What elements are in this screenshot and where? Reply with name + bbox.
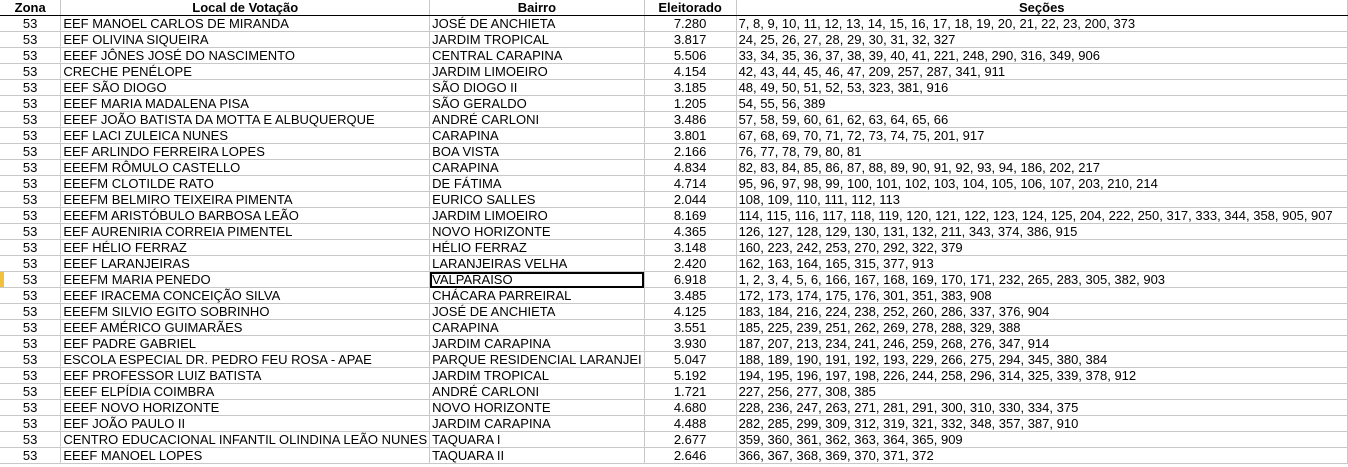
cell-zona[interactable]: 53 bbox=[0, 176, 61, 192]
cell-zona[interactable]: 53 bbox=[0, 16, 61, 32]
cell-local[interactable]: EEEF JÔNES JOSÉ DO NASCIMENTO bbox=[61, 48, 430, 64]
cell-bairro[interactable]: CARAPINA bbox=[430, 160, 645, 176]
table-row bbox=[0, 336, 1348, 352]
cell-secoes[interactable]: 187, 207, 213, 234, 241, 246, 259, 268, 276, 347, 914 bbox=[736, 336, 1347, 352]
cell-local[interactable]: ESCOLA ESPECIAL DR. PEDRO FEU ROSA - APAE bbox=[61, 352, 430, 368]
cell-bairro[interactable]: SÃO GERALDO bbox=[430, 96, 645, 112]
cell-local[interactable]: EEF PADRE GABRIEL bbox=[61, 336, 430, 352]
cell-secoes[interactable]: 228, 236, 247, 263, 271, 281, 291, 300, 310, 330, 334, 375 bbox=[736, 400, 1347, 416]
cell-local[interactable]: EEF HÉLIO FERRAZ bbox=[61, 240, 430, 256]
table-row bbox=[0, 176, 1348, 192]
cell-secoes[interactable]: 126, 127, 128, 129, 130, 131, 132, 211, 343, 374, 386, 915 bbox=[736, 224, 1347, 240]
cell-local[interactable]: EEEFM ARISTÓBULO BARBOSA LEÃO bbox=[61, 208, 430, 224]
cell-zona[interactable]: 53 bbox=[0, 368, 61, 384]
cell-zona[interactable]: 53 bbox=[0, 320, 61, 336]
cell-bairro[interactable]: JARDIM LIMOEIRO bbox=[430, 64, 645, 80]
cell-zona[interactable]: 53 bbox=[0, 416, 61, 432]
cell-local[interactable]: EEF MANOEL CARLOS DE MIRANDA bbox=[61, 16, 430, 32]
cell-bairro[interactable]: ANDRÉ CARLONI bbox=[430, 112, 645, 128]
cell-secoes[interactable]: 57, 58, 59, 60, 61, 62, 63, 64, 65, 66 bbox=[736, 112, 1347, 128]
cell-eleitorado[interactable]: 1.205 bbox=[644, 96, 736, 112]
cell-local[interactable]: EEEFM RÔMULO CASTELLO bbox=[61, 160, 430, 176]
cell-eleitorado[interactable]: 7.280 bbox=[644, 16, 736, 32]
cell-zona[interactable]: 53 bbox=[0, 96, 61, 112]
header-eleitorado[interactable]: Eleitorado bbox=[644, 0, 736, 16]
table-row bbox=[0, 144, 1348, 160]
cell-bairro[interactable]: JARDIM CARAPINA bbox=[430, 416, 645, 432]
table-row bbox=[0, 448, 1348, 464]
cell-bairro[interactable]: BOA VISTA bbox=[430, 144, 645, 160]
cell-local[interactable]: EEF OLIVINA SIQUEIRA bbox=[61, 32, 430, 48]
table-row bbox=[0, 240, 1348, 256]
cell-bairro[interactable]: CARAPINA bbox=[430, 128, 645, 144]
cell-bairro[interactable]: JOSÉ DE ANCHIETA bbox=[430, 16, 645, 32]
cell-zona[interactable]: 53 bbox=[0, 336, 61, 352]
table-row bbox=[0, 160, 1348, 176]
table-row bbox=[0, 32, 1348, 48]
cell-eleitorado[interactable]: 5.506 bbox=[644, 48, 736, 64]
cell-zona[interactable]: 53 bbox=[0, 224, 61, 240]
cell-local[interactable]: EEF SÃO DIOGO bbox=[61, 80, 430, 96]
grid-body bbox=[0, 16, 1348, 464]
cell-local[interactable]: EEEF MARIA MADALENA PISA bbox=[61, 96, 430, 112]
cell-bairro[interactable]: VALPARAISO bbox=[430, 272, 645, 288]
cell-eleitorado[interactable]: 8.169 bbox=[644, 208, 736, 224]
cell-bairro[interactable]: CENTRAL CARAPINA bbox=[430, 48, 645, 64]
cell-secoes[interactable]: 183, 184, 216, 224, 238, 252, 260, 286, 337, 376, 904 bbox=[736, 304, 1347, 320]
cell-eleitorado[interactable]: 3.148 bbox=[644, 240, 736, 256]
cell-bairro[interactable]: NOVO HORIZONTE bbox=[430, 400, 645, 416]
cell-bairro[interactable]: DE FÁTIMA bbox=[430, 176, 645, 192]
cell-bairro[interactable]: PARQUE RESIDENCIAL LARANJEI bbox=[430, 352, 645, 368]
cell-secoes[interactable]: 108, 109, 110, 111, 112, 113 bbox=[736, 192, 1347, 208]
cell-local[interactable]: EEEFM MARIA PENEDO bbox=[61, 272, 430, 288]
cell-eleitorado[interactable]: 2.420 bbox=[644, 256, 736, 272]
table-row bbox=[0, 80, 1348, 96]
cell-local[interactable]: EEEF JOÃO BATISTA DA MOTTA E ALBUQUERQUE bbox=[61, 112, 430, 128]
cell-secoes[interactable]: 227, 256, 277, 308, 385 bbox=[736, 384, 1347, 400]
cell-bairro[interactable]: TAQUARA I bbox=[430, 432, 645, 448]
cell-secoes[interactable]: 114, 115, 116, 117, 118, 119, 120, 121, 122, 123, 124, 125, 204, 222, 250, 317, 333, 344, 358, 905, 907 bbox=[736, 208, 1347, 224]
cell-eleitorado[interactable]: 6.918 bbox=[644, 272, 736, 288]
header-zona[interactable]: Zona bbox=[0, 0, 61, 16]
cell-eleitorado[interactable]: 4.834 bbox=[644, 160, 736, 176]
table-row bbox=[0, 256, 1348, 272]
header-row bbox=[0, 0, 1348, 16]
cell-zona[interactable]: 53 bbox=[0, 128, 61, 144]
cell-secoes[interactable]: 7, 8, 9, 10, 11, 12, 13, 14, 15, 16, 17, 18, 19, 20, 21, 22, 23, 200, 373 bbox=[736, 16, 1347, 32]
cell-eleitorado[interactable]: 3.185 bbox=[644, 80, 736, 96]
cell-zona[interactable]: 53 bbox=[0, 256, 61, 272]
cell-eleitorado[interactable]: 1.721 bbox=[644, 384, 736, 400]
cell-eleitorado[interactable]: 3.930 bbox=[644, 336, 736, 352]
cell-secoes[interactable]: 194, 195, 196, 197, 198, 226, 244, 258, 296, 314, 325, 339, 378, 912 bbox=[736, 368, 1347, 384]
cell-secoes[interactable]: 48, 49, 50, 51, 52, 53, 323, 381, 916 bbox=[736, 80, 1347, 96]
cell-zona[interactable]: 53 bbox=[0, 160, 61, 176]
cell-eleitorado[interactable]: 2.166 bbox=[644, 144, 736, 160]
cell-bairro[interactable]: JARDIM LIMOEIRO bbox=[430, 208, 645, 224]
cell-secoes[interactable]: 172, 173, 174, 175, 176, 301, 351, 383, 908 bbox=[736, 288, 1347, 304]
cell-bairro[interactable]: JARDIM CARAPINA bbox=[430, 336, 645, 352]
cell-local[interactable]: EEEF IRACEMA CONCEIÇÃO SILVA bbox=[61, 288, 430, 304]
cell-local[interactable]: EEEF AMÉRICO GUIMARÃES bbox=[61, 320, 430, 336]
cell-local[interactable]: CENTRO EDUCACIONAL INFANTIL OLINDINA LEÃO NUNES bbox=[61, 432, 430, 448]
table-row bbox=[0, 16, 1348, 32]
cell-eleitorado[interactable]: 3.801 bbox=[644, 128, 736, 144]
header-secoes[interactable]: Seções bbox=[736, 0, 1347, 16]
active-row-marker bbox=[0, 272, 4, 287]
cell-bairro[interactable]: LARANJEIRAS VELHA bbox=[430, 256, 645, 272]
cell-zona[interactable]: 53 bbox=[0, 32, 61, 48]
table-row bbox=[0, 128, 1348, 144]
table-row bbox=[0, 304, 1348, 320]
cell-zona[interactable]: 53 bbox=[0, 304, 61, 320]
table-row bbox=[0, 272, 1348, 288]
table-row bbox=[0, 112, 1348, 128]
cell-secoes[interactable]: 82, 83, 84, 85, 86, 87, 88, 89, 90, 91, 92, 93, 94, 186, 202, 217 bbox=[736, 160, 1347, 176]
cell-zona[interactable]: 53 bbox=[0, 208, 61, 224]
cell-zona[interactable]: 53 bbox=[0, 288, 61, 304]
cell-secoes[interactable]: 95, 96, 97, 98, 99, 100, 101, 102, 103, 104, 105, 106, 107, 203, 210, 214 bbox=[736, 176, 1347, 192]
table-row bbox=[0, 320, 1348, 336]
table-row bbox=[0, 368, 1348, 384]
cell-local[interactable]: EEEFM CLOTILDE RATO bbox=[61, 176, 430, 192]
cell-eleitorado[interactable]: 4.125 bbox=[644, 304, 736, 320]
cell-local[interactable]: EEEF LARANJEIRAS bbox=[61, 256, 430, 272]
cell-bairro[interactable]: TAQUARA II bbox=[430, 448, 645, 464]
cell-bairro[interactable]: SÃO DIOGO II bbox=[430, 80, 645, 96]
cell-eleitorado[interactable]: 4.680 bbox=[644, 400, 736, 416]
cell-bairro[interactable]: CHÁCARA PARREIRAL bbox=[430, 288, 645, 304]
cell-secoes[interactable]: 33, 34, 35, 36, 37, 38, 39, 40, 41, 221, 248, 290, 316, 349, 906 bbox=[736, 48, 1347, 64]
cell-bairro[interactable]: ANDRÉ CARLONI bbox=[430, 384, 645, 400]
cell-secoes[interactable]: 1, 2, 3, 4, 5, 6, 166, 167, 168, 169, 170, 171, 232, 265, 283, 305, 382, 903 bbox=[736, 272, 1347, 288]
cell-eleitorado[interactable]: 3.485 bbox=[644, 288, 736, 304]
cell-eleitorado[interactable]: 5.047 bbox=[644, 352, 736, 368]
cell-zona[interactable]: 53 bbox=[0, 144, 61, 160]
table-row bbox=[0, 432, 1348, 448]
table-row bbox=[0, 64, 1348, 80]
table-row bbox=[0, 416, 1348, 432]
cell-local[interactable]: EEF JOÃO PAULO II bbox=[61, 416, 430, 432]
cell-secoes[interactable]: 42, 43, 44, 45, 46, 47, 209, 257, 287, 341, 911 bbox=[736, 64, 1347, 80]
header-local[interactable]: Local de Votação bbox=[61, 0, 430, 16]
cell-eleitorado[interactable]: 2.677 bbox=[644, 432, 736, 448]
cell-bairro[interactable]: CARAPINA bbox=[430, 320, 645, 336]
cell-secoes[interactable]: 24, 25, 26, 27, 28, 29, 30, 31, 32, 327 bbox=[736, 32, 1347, 48]
table-row bbox=[0, 384, 1348, 400]
cell-zona[interactable]: 53 bbox=[0, 48, 61, 64]
cell-secoes[interactable]: 188, 189, 190, 191, 192, 193, 229, 266, 275, 294, 345, 380, 384 bbox=[736, 352, 1347, 368]
header-bairro[interactable]: Bairro bbox=[430, 0, 645, 16]
cell-eleitorado[interactable]: 2.646 bbox=[644, 448, 736, 464]
cell-secoes[interactable]: 282, 285, 299, 309, 312, 319, 321, 332, 348, 357, 387, 910 bbox=[736, 416, 1347, 432]
table-row bbox=[0, 96, 1348, 112]
cell-local[interactable]: EEF ARLINDO FERREIRA LOPES bbox=[61, 144, 430, 160]
cell-local[interactable]: EEEF ELPÍDIA COIMBRA bbox=[61, 384, 430, 400]
table-row bbox=[0, 400, 1348, 416]
cell-zona[interactable]: 53 bbox=[0, 384, 61, 400]
cell-local[interactable]: CRECHE PENÉLOPE bbox=[61, 64, 430, 80]
cell-local[interactable]: EEEF MANOEL LOPES bbox=[61, 448, 430, 464]
table-row bbox=[0, 208, 1348, 224]
cell-local[interactable]: EEF PROFESSOR LUIZ BATISTA bbox=[61, 368, 430, 384]
cell-eleitorado[interactable]: 4.488 bbox=[644, 416, 736, 432]
table-row bbox=[0, 192, 1348, 208]
cell-bairro[interactable]: JOSÉ DE ANCHIETA bbox=[430, 304, 645, 320]
cell-secoes[interactable]: 76, 77, 78, 79, 80, 81 bbox=[736, 144, 1347, 160]
cell-local[interactable]: EEEFM SILVIO EGITO SOBRINHO bbox=[61, 304, 430, 320]
cell-zona[interactable]: 53 bbox=[0, 400, 61, 416]
table-row bbox=[0, 352, 1348, 368]
table-row bbox=[0, 48, 1348, 64]
cell-zona[interactable]: 53 bbox=[0, 64, 61, 80]
cell-bairro[interactable]: EURICO SALLES bbox=[430, 192, 645, 208]
cell-local[interactable]: EEEF NOVO HORIZONTE bbox=[61, 400, 430, 416]
cell-bairro[interactable]: JARDIM TROPICAL bbox=[430, 32, 645, 48]
cell-local[interactable]: EEF LACI ZULEICA NUNES bbox=[61, 128, 430, 144]
cell-local[interactable]: EEF AURENIRIA CORREIA PIMENTEL bbox=[61, 224, 430, 240]
cell-eleitorado[interactable]: 4.714 bbox=[644, 176, 736, 192]
cell-secoes[interactable]: 54, 55, 56, 389 bbox=[736, 96, 1347, 112]
cell-local[interactable]: EEEFM BELMIRO TEIXEIRA PIMENTA bbox=[61, 192, 430, 208]
cell-bairro[interactable]: HÉLIO FERRAZ bbox=[430, 240, 645, 256]
cell-eleitorado[interactable]: 2.044 bbox=[644, 192, 736, 208]
cell-bairro[interactable]: JARDIM TROPICAL bbox=[430, 368, 645, 384]
cell-zona[interactable]: 53 bbox=[0, 240, 61, 256]
table-row bbox=[0, 288, 1348, 304]
cell-secoes[interactable]: 185, 225, 239, 251, 262, 269, 278, 288, 329, 388 bbox=[736, 320, 1347, 336]
cell-secoes[interactable]: 366, 367, 368, 369, 370, 371, 372 bbox=[736, 448, 1347, 464]
cell-eleitorado[interactable]: 4.365 bbox=[644, 224, 736, 240]
cell-eleitorado[interactable]: 3.817 bbox=[644, 32, 736, 48]
cell-bairro[interactable]: NOVO HORIZONTE bbox=[430, 224, 645, 240]
cell-secoes[interactable]: 162, 163, 164, 165, 315, 377, 913 bbox=[736, 256, 1347, 272]
cell-zona[interactable]: 53 bbox=[0, 448, 61, 464]
cell-eleitorado[interactable]: 5.192 bbox=[644, 368, 736, 384]
cell-zona[interactable]: 53 bbox=[0, 112, 61, 128]
cell-secoes[interactable]: 359, 360, 361, 362, 363, 364, 365, 909 bbox=[736, 432, 1347, 448]
cell-eleitorado[interactable]: 3.551 bbox=[644, 320, 736, 336]
cell-eleitorado[interactable]: 4.154 bbox=[644, 64, 736, 80]
cell-zona[interactable]: 53 bbox=[0, 272, 61, 288]
table-row bbox=[0, 224, 1348, 240]
cell-secoes[interactable]: 67, 68, 69, 70, 71, 72, 73, 74, 75, 201, 917 bbox=[736, 128, 1347, 144]
cell-zona[interactable]: 53 bbox=[0, 80, 61, 96]
cell-zona[interactable]: 53 bbox=[0, 352, 61, 368]
cell-secoes[interactable]: 160, 223, 242, 253, 270, 292, 322, 379 bbox=[736, 240, 1347, 256]
cell-zona[interactable]: 53 bbox=[0, 192, 61, 208]
cell-eleitorado[interactable]: 3.486 bbox=[644, 112, 736, 128]
cell-zona[interactable]: 53 bbox=[0, 432, 61, 448]
